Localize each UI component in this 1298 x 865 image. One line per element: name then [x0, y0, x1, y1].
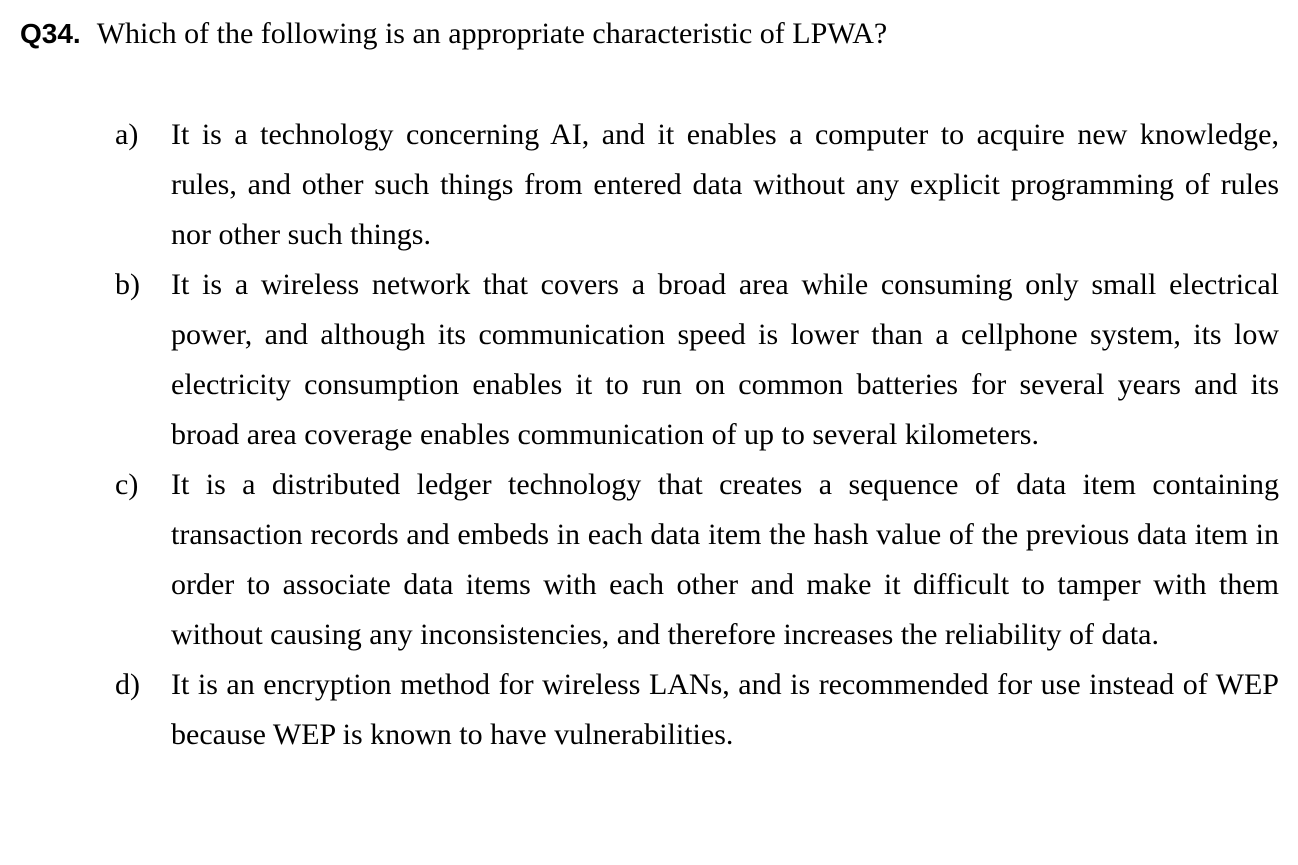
option-a — [115, 110, 1279, 260]
option-text: It is an encryption method for wireless LANs, and is recommended for use instead of WEP because WEP is known to have vulnerabilities. — [171, 668, 1279, 751]
option-letter: c) — [115, 468, 139, 501]
question-text: Which of the following is an appropriate characteristic of LPWA? — [96, 17, 888, 50]
option-text: It is a wireless network that covers a broad area while consuming only small electrical power, and although its communication speed is lower than a cellphone system, its low electricity consumption enables it to run on common batteries for several years and its broad area coverage enables communication of up to several kilometers. — [171, 268, 1279, 451]
question-header — [20, 14, 1280, 54]
option-text: It is a technology concerning AI, and it enables a computer to acquire new knowledge, rules, and other such things from entered data without any explicit programming of rules nor other such things. — [171, 118, 1279, 251]
option-letter: a) — [115, 118, 139, 151]
option-b — [115, 260, 1279, 460]
question-number: Q34. — [20, 18, 81, 49]
option-letter: d) — [115, 668, 140, 701]
option-d — [115, 660, 1279, 760]
option-text: It is a distributed ledger technology that creates a sequence of data item containing transaction records and embeds in each data item the hash value of the previous data item in order to associate data items with each other and make it difficult to tamper with them without causing any inconsistencies, and therefore increases the reliability of data. — [171, 468, 1279, 651]
answer-options — [115, 110, 1279, 760]
option-c — [115, 460, 1279, 660]
option-letter: b) — [115, 268, 140, 301]
